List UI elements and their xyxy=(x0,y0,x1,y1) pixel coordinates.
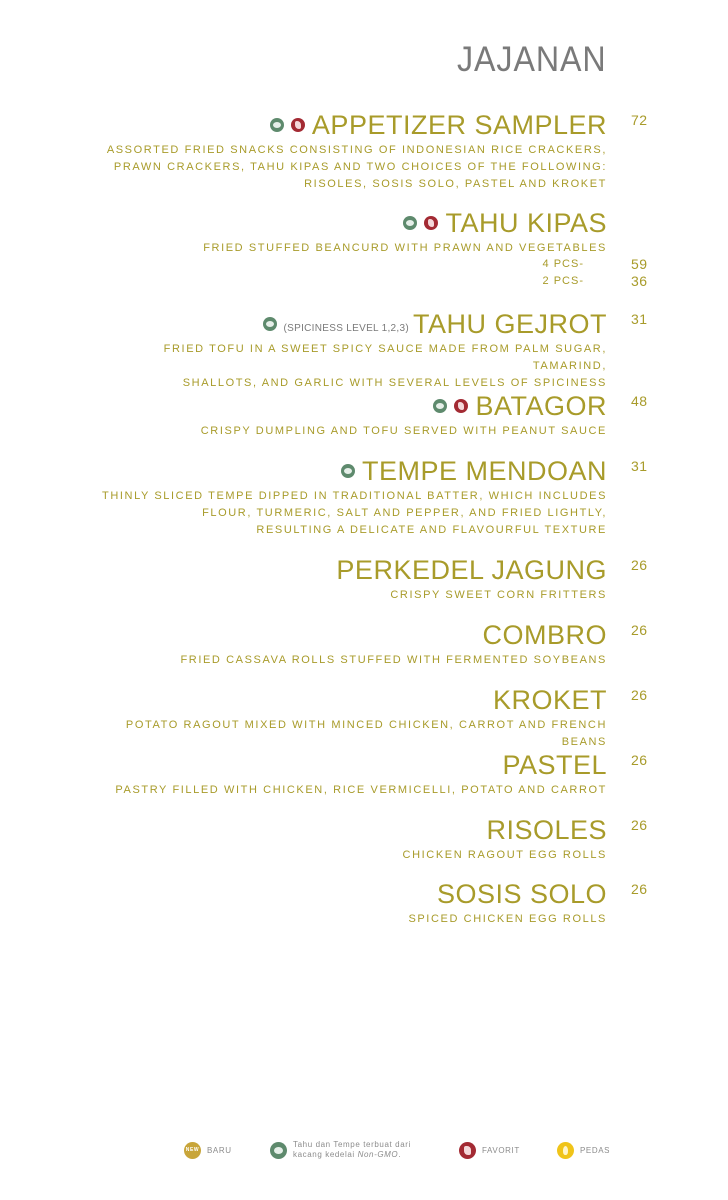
item-price: 31 xyxy=(631,458,648,474)
non-gmo-icon xyxy=(341,464,355,478)
item-name: KROKET xyxy=(492,684,607,715)
menu-item-appetizer-sampler xyxy=(87,110,607,193)
legend-nongmo-line2-em: Non-GMO xyxy=(357,1150,399,1159)
spiciness-note: (SPICINESS LEVEL 1,2,3) xyxy=(283,323,409,334)
legend-spicy-label: PEDAS xyxy=(580,1146,611,1155)
legend-nongmo-line2-suffix: . xyxy=(398,1150,402,1159)
spicy-icon xyxy=(557,1142,574,1159)
favorite-icon xyxy=(291,118,305,132)
item-desc-line: THINLY SLICED TEMPE DIPPED IN TRADITIONAL BATTER, WHICH INCLUDES xyxy=(102,490,607,502)
item-name: TAHU GEJROT xyxy=(413,308,607,339)
item-price: 48 xyxy=(631,393,648,409)
menu-item-sosis-solo xyxy=(87,879,607,928)
variant-label: 4 PCS- xyxy=(542,258,584,270)
item-desc-line: FLOUR, TURMERIC, SALT AND PEPPER, AND FRIED LIGHTLY, xyxy=(202,507,607,519)
legend-favorite xyxy=(459,1142,520,1159)
item-name: APPETIZER SAMPLER xyxy=(311,109,607,140)
item-desc-line: POTATO RAGOUT MIXED WITH MINCED CHICKEN, CARROT AND FRENCH BEANS xyxy=(125,719,607,748)
item-price: 31 xyxy=(631,311,648,327)
item-name: PERKEDEL JAGUNG xyxy=(336,554,607,585)
item-desc-line: CHICKEN RAGOUT EGG ROLLS xyxy=(402,849,607,861)
non-gmo-icon xyxy=(270,1142,287,1159)
legend-new xyxy=(184,1142,232,1159)
variant-label: 2 PCS- xyxy=(542,275,584,287)
item-price: 26 xyxy=(631,881,648,897)
item-desc-line: PRAWN CRACKERS, TAHU KIPAS AND TWO CHOICES OF THE FOLLOWING: xyxy=(113,161,607,173)
item-desc-line: FRIED STUFFED BEANCURD WITH PRAWN AND VEGETABLES xyxy=(203,242,607,254)
item-name: SOSIS SOLO xyxy=(436,878,607,909)
item-price: 72 xyxy=(631,112,648,128)
item-name: PASTEL xyxy=(502,749,607,780)
variant-price: 36 xyxy=(631,273,648,289)
item-name: COMBRO xyxy=(482,619,607,650)
favorite-icon xyxy=(424,216,438,230)
non-gmo-icon xyxy=(403,216,417,230)
non-gmo-icon xyxy=(270,118,284,132)
item-desc-line: RESULTING A DELICATE AND FLAVOURFUL TEXTURE xyxy=(256,524,607,536)
item-name: TAHU KIPAS xyxy=(445,207,607,238)
item-name: TEMPE MENDOAN xyxy=(361,455,607,486)
item-desc-line: CRISPY SWEET CORN FRITTERS xyxy=(390,589,607,601)
non-gmo-icon xyxy=(433,399,447,413)
item-desc-line: FRIED TOFU IN A SWEET SPICY SAUCE MADE FROM PALM SUGAR, TAMARIND, xyxy=(163,343,607,372)
item-name: BATAGOR xyxy=(475,390,607,421)
legend xyxy=(0,1140,728,1164)
item-desc-line: ASSORTED FRIED SNACKS CONSISTING OF INDONESIAN RICE CRACKERS, xyxy=(106,144,607,156)
item-price: 26 xyxy=(631,817,648,833)
menu-item-risoles xyxy=(87,815,607,864)
item-desc-line: SHALLOTS, AND GARLIC WITH SEVERAL LEVELS OF SPICINESS xyxy=(182,377,607,389)
item-price: 26 xyxy=(631,622,648,638)
item-desc-line: PASTRY FILLED WITH CHICKEN, RICE VERMICELLI, POTATO AND CARROT xyxy=(115,784,607,796)
item-desc-line: FRIED CASSAVA ROLLS STUFFED WITH FERMENTED SOYBEANS xyxy=(180,654,607,666)
variant-price: 59 xyxy=(631,256,648,272)
favorite-icon xyxy=(459,1142,476,1159)
item-desc-line: SPICED CHICKEN EGG ROLLS xyxy=(408,913,607,925)
menu-item-combro xyxy=(87,620,607,669)
item-price: 26 xyxy=(631,752,648,768)
item-name: RISOLES xyxy=(486,814,607,845)
menu-item-tahu-gejrot xyxy=(87,309,607,392)
legend-new-label: BARU xyxy=(207,1146,232,1155)
item-desc-line: CRISPY DUMPLING AND TOFU SERVED WITH PEANUT SAUCE xyxy=(200,425,607,437)
legend-favorite-label: FAVORIT xyxy=(482,1146,520,1155)
legend-nongmo-line1: Tahu dan Tempe terbuat dari xyxy=(293,1140,411,1149)
non-gmo-icon xyxy=(263,317,277,331)
new-icon: NEW xyxy=(184,1142,201,1159)
legend-spicy xyxy=(557,1142,610,1159)
menu-item-kroket xyxy=(87,685,607,751)
legend-non-gmo xyxy=(270,1140,411,1160)
menu-item-batagor xyxy=(87,391,607,440)
menu-item-pastel xyxy=(87,750,607,799)
item-price: 26 xyxy=(631,557,648,573)
favorite-icon xyxy=(454,399,468,413)
legend-nongmo-line2-prefix: kacang kedelai xyxy=(293,1150,358,1159)
menu-item-tahu-kipas xyxy=(87,208,607,257)
section-title: JAJANAN xyxy=(457,40,607,79)
item-price: 26 xyxy=(631,687,648,703)
menu-item-perkedel-jagung xyxy=(87,555,607,604)
menu-item-tempe-mendoan xyxy=(87,456,607,539)
item-desc-line: RISOLES, SOSIS SOLO, PASTEL AND KROKET xyxy=(304,178,607,190)
